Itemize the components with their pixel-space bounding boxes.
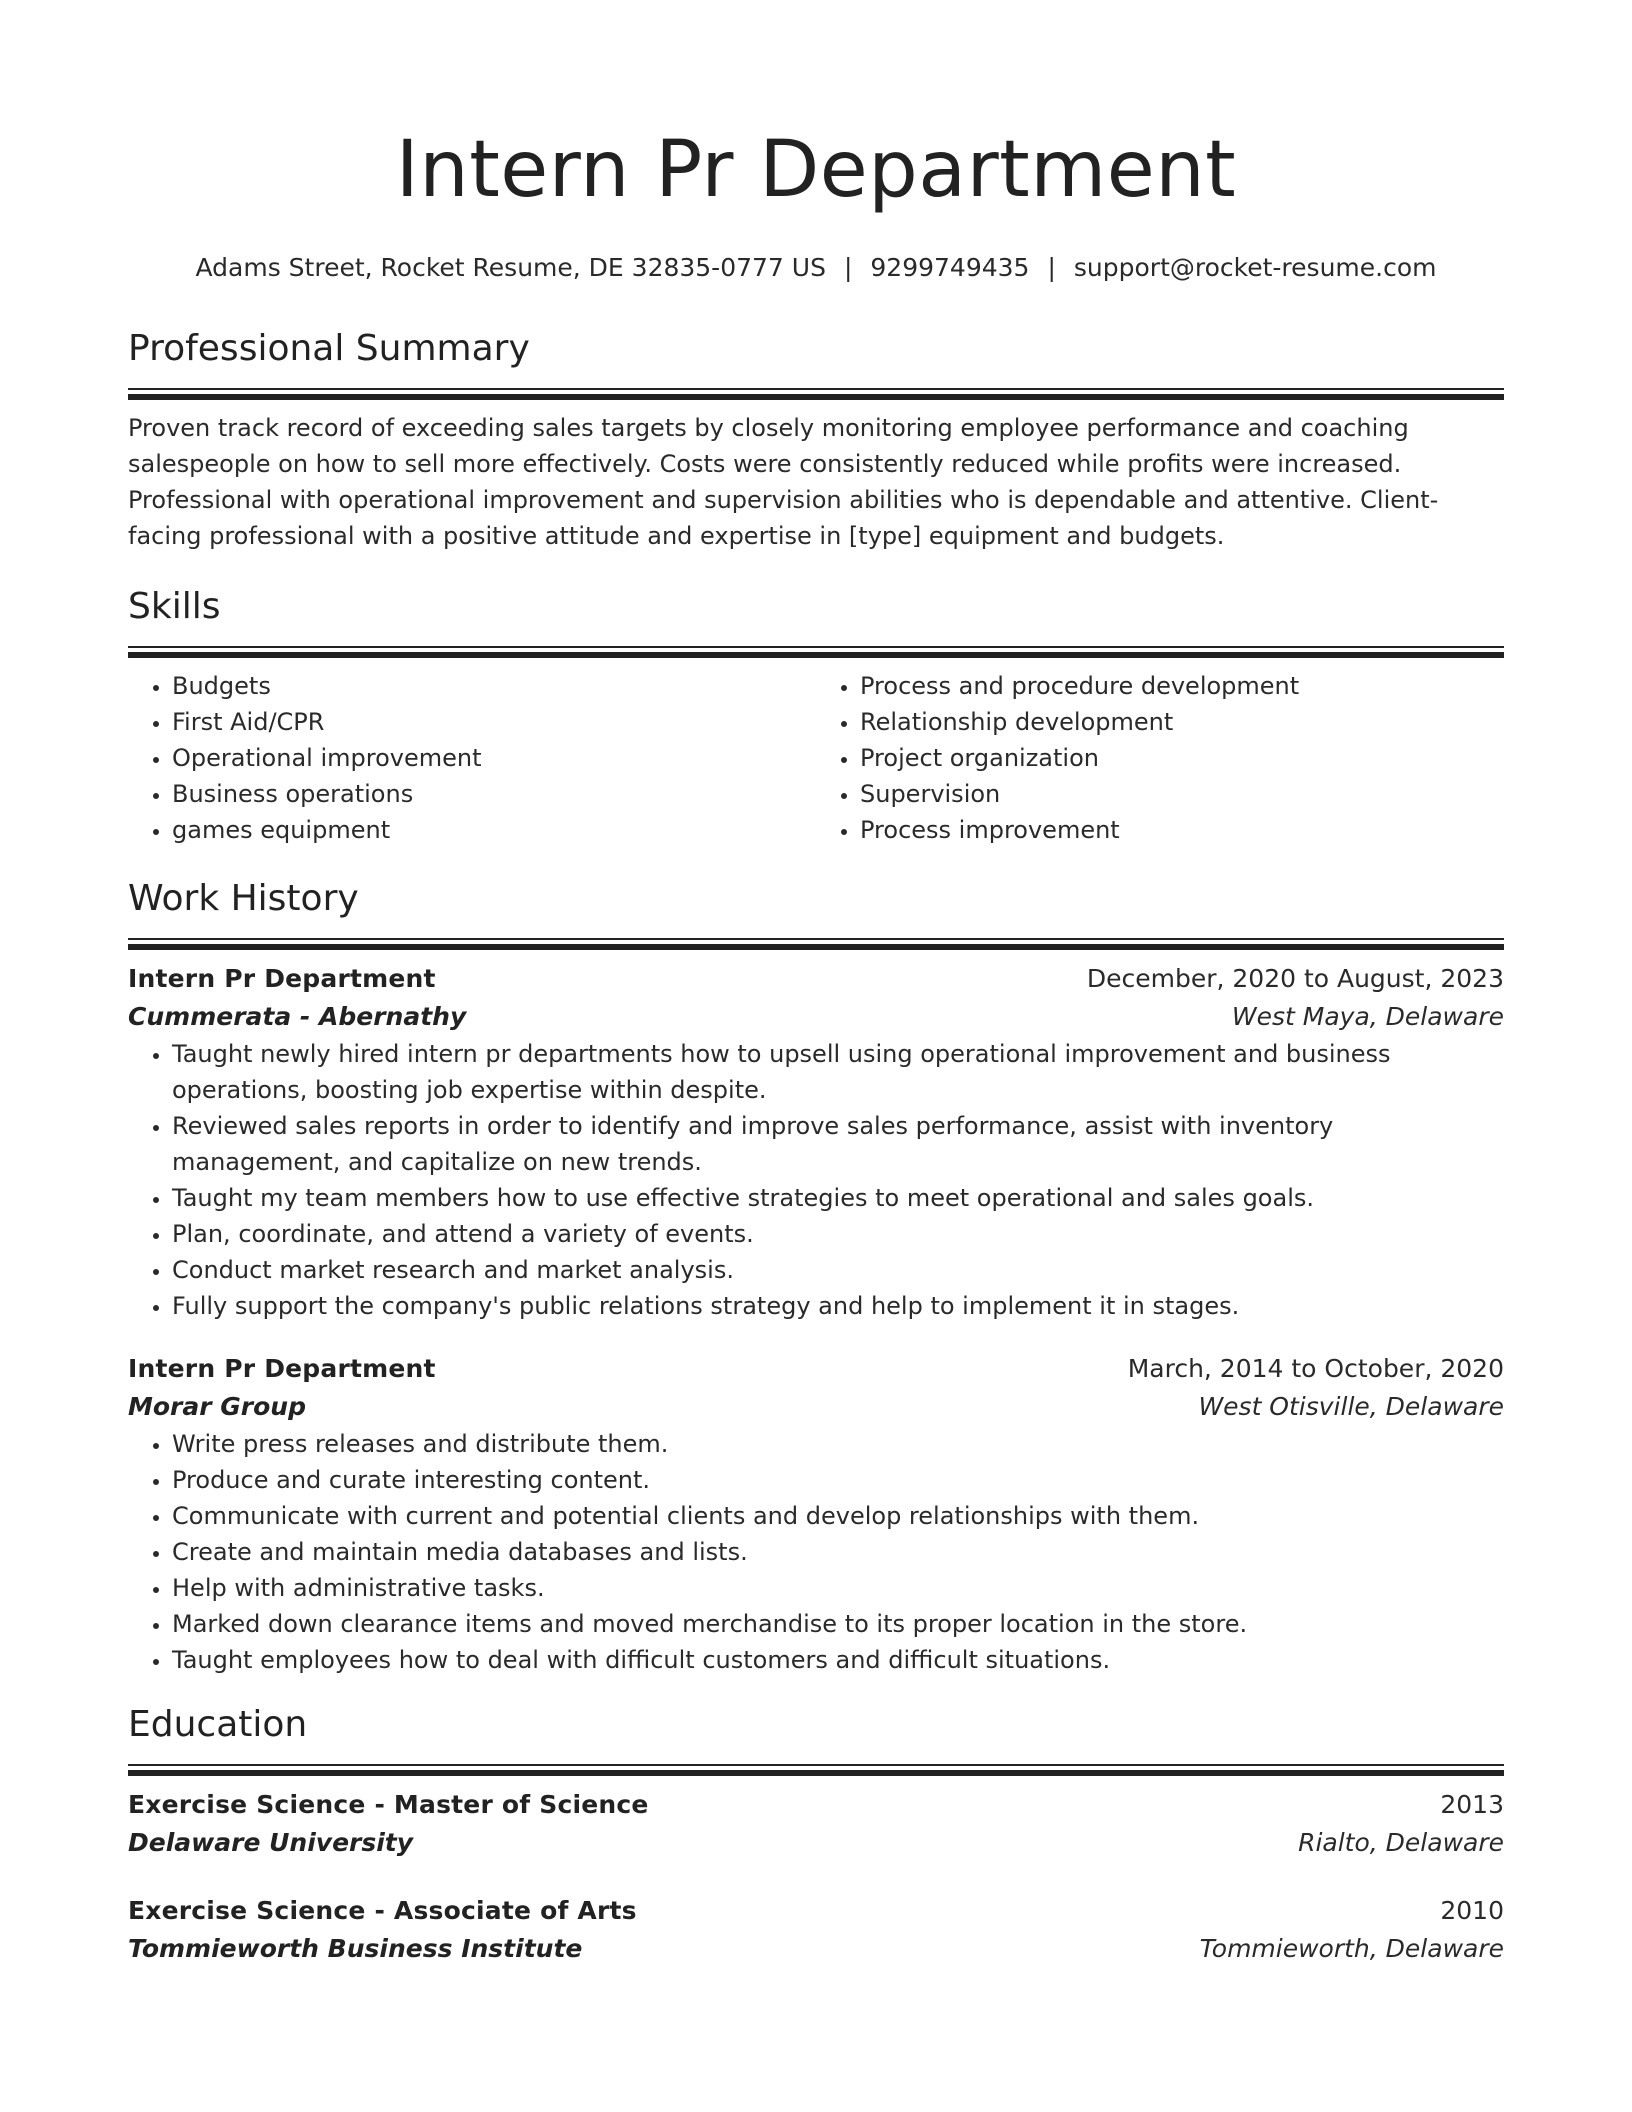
- contact-separator: |: [1047, 253, 1056, 282]
- job-location: West Otisville, Delaware: [1198, 1392, 1504, 1421]
- job-bullet: • Produce and curate interesting content.: [172, 1462, 1504, 1498]
- job-bullet: • Help with administrative tasks.: [172, 1570, 1504, 1606]
- job-bullet: • Create and maintain media databases and lists.: [172, 1534, 1504, 1570]
- job-entry: [128, 1350, 1504, 1678]
- contact-address: Adams Street, Rocket Resume, DE 32835-0777 US: [195, 253, 826, 282]
- skill-item: • Business operations: [172, 776, 816, 812]
- skill-item: • Process and procedure development: [860, 668, 1504, 704]
- job-bullet: • Taught employees how to deal with difficult customers and difficult situations.: [172, 1642, 1504, 1678]
- job-company: Morar Group: [128, 1392, 307, 1421]
- education-entry: [128, 1892, 1504, 1968]
- job-bullet: • Communicate with current and potential clients and develop relationships with them.: [172, 1498, 1504, 1534]
- job-bullet: • Plan, coordinate, and attend a variety of events.: [172, 1216, 1504, 1252]
- job-bullet: • Write press releases and distribute them.: [172, 1426, 1504, 1462]
- job-bullet: • Taught my team members how to use effective strategies to meet operational and sales goals.: [172, 1180, 1504, 1216]
- education-year: 2013: [1440, 1790, 1504, 1819]
- skills-list-right: [816, 668, 1504, 848]
- section-divider: [128, 646, 1504, 648]
- section-skills: [128, 584, 1504, 848]
- skill-item: • Supervision: [860, 776, 1504, 812]
- job-bullet: • Marked down clearance items and moved merchandise to its proper location in the store.: [172, 1606, 1504, 1642]
- job-entry: [128, 960, 1504, 1324]
- section-title-work: Work History: [128, 878, 359, 919]
- job-title: Intern Pr Department: [128, 1354, 436, 1383]
- job-dates: March, 2014 to October, 2020: [1127, 1354, 1504, 1383]
- contact-phone: 9299749435: [870, 253, 1030, 282]
- skills-columns: [128, 668, 1504, 848]
- job-bullets: [128, 1036, 1504, 1324]
- section-title-summary: Professional Summary: [128, 328, 530, 369]
- skill-item: • First Aid/CPR: [172, 704, 816, 740]
- skill-item: • Budgets: [172, 668, 816, 704]
- section-work-history: [128, 876, 1504, 1678]
- education-location: Rialto, Delaware: [1298, 1828, 1504, 1857]
- skill-item: • Relationship development: [860, 704, 1504, 740]
- job-bullet: • Conduct market research and market analysis.: [172, 1252, 1504, 1288]
- job-bullet: • Fully support the company's public relations strategy and help to implement it in stages.: [172, 1288, 1504, 1324]
- section-divider: [128, 1764, 1504, 1766]
- education-location: Tommieworth, Delaware: [1199, 1934, 1504, 1963]
- contact-email: support@rocket-resume.com: [1073, 253, 1437, 282]
- contact-line: [128, 250, 1504, 286]
- job-bullet: • Taught newly hired intern pr departments how to upsell using operational improvement and business operations, boosting job expertise within despite.: [172, 1036, 1504, 1108]
- section-title-skills: Skills: [128, 586, 221, 627]
- education-school: Delaware University: [128, 1828, 414, 1857]
- candidate-name: Intern Pr Department: [395, 125, 1237, 215]
- skill-item: • Process improvement: [860, 812, 1504, 848]
- education-school: Tommieworth Business Institute: [128, 1934, 583, 1963]
- skill-item: • games equipment: [172, 812, 816, 848]
- skill-item: • Operational improvement: [172, 740, 816, 776]
- section-divider: [128, 938, 1504, 940]
- section-education: [128, 1702, 1504, 1968]
- job-dates: December, 2020 to August, 2023: [1086, 964, 1504, 993]
- section-summary: [128, 326, 1504, 554]
- job-bullets: [128, 1426, 1504, 1678]
- education-entry: [128, 1786, 1504, 1862]
- job-bullet: • Reviewed sales reports in order to identify and improve sales performance, assist with inventory management, and capitalize on new trends.: [172, 1108, 1504, 1180]
- education-degree: Exercise Science - Master of Science: [128, 1790, 649, 1819]
- skills-list-left: [128, 668, 816, 848]
- summary-text: Proven track record of exceeding sales targets by closely monitoring employee performance and coaching salespeople on how to sell more effectively. Costs were consistently reduced while profits were increased. Professional with operational improvement and supervision abilities who is dependable and attentive. Client-facing professional with a positive attitude and expertise in [type] equipment and budgets.: [128, 414, 1439, 550]
- education-degree: Exercise Science - Associate of Arts: [128, 1896, 637, 1925]
- contact-separator: |: [843, 253, 853, 282]
- education-year: 2010: [1440, 1896, 1504, 1925]
- job-location: West Maya, Delaware: [1231, 1002, 1504, 1031]
- section-title-education: Education: [128, 1704, 308, 1745]
- section-divider: [128, 388, 1504, 390]
- skill-item: • Project organization: [860, 740, 1504, 776]
- job-company: Cummerata - Abernathy: [128, 1002, 467, 1031]
- job-title: Intern Pr Department: [128, 964, 436, 993]
